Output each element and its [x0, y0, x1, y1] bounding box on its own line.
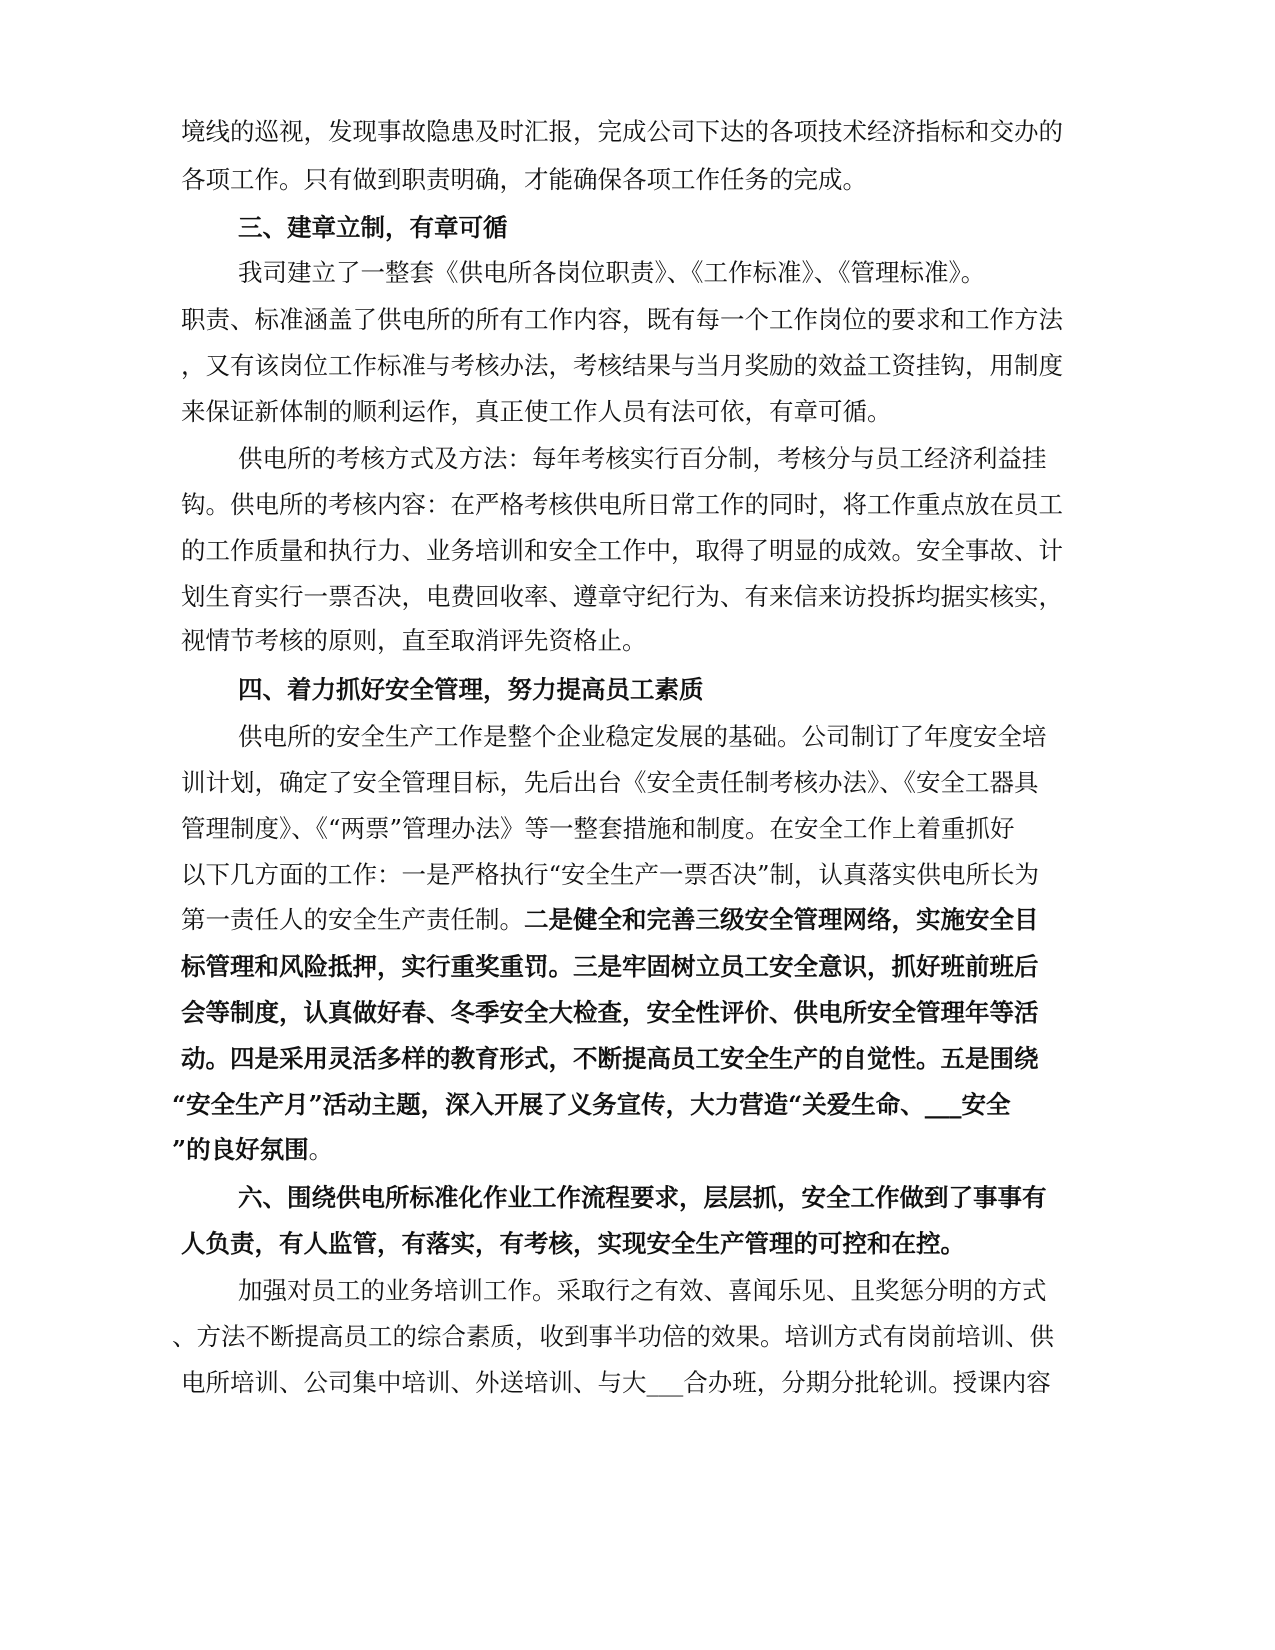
- text-line: [0, 1126, 1275, 1174]
- bold-text-segment: 三、建章立制，有章可循: [238, 213, 508, 242]
- text-segment: 境线的巡视，发现事故隐患及时汇报，完成公司下达的各项技术经济指标和交办的: [181, 117, 1063, 146]
- text-segment: 管理制度》、《“两票”管理办法》等一整套措施和制度。在安全工作上着重抓好: [181, 814, 1015, 843]
- text-line: [0, 527, 1275, 575]
- bold-text-segment: 动。四是采用灵活多样的教育形式，不断提高员工安全生产的自觉性。五是围绕: [181, 1044, 1039, 1073]
- bold-text-segment: ”的良好氛围: [172, 1135, 309, 1164]
- text-line: [0, 989, 1275, 1037]
- text-line: [0, 1081, 1275, 1129]
- text-line: [0, 851, 1275, 899]
- bold-text-segment: 人负责，有人监管，有落实，有考核，实现安全生产管理的可控和在控。: [181, 1229, 965, 1258]
- text-line: [0, 1359, 1275, 1407]
- text-line: [0, 481, 1275, 529]
- text-line: [0, 666, 1275, 714]
- text-segment: 的工作质量和执行力、业务培训和安全工作中，取得了明显的成效。安全事故、计: [181, 536, 1063, 565]
- text-segment: 训计划，确定了安全管理目标，先后出台《安全责任制考核办法》、《安全工器具: [181, 768, 1039, 797]
- bold-text-segment: 六、围绕供电所标准化作业工作流程要求，层层抓，安全工作做到了事事有: [238, 1183, 1047, 1212]
- text-segment: 划生育实行一票否决，电费回收率、遵章守纪行为、有来信来访投拆均据实核实，: [181, 582, 1063, 611]
- text-segment: 视情节考核的原则，直至取消评先资格止。: [181, 626, 647, 655]
- text-segment: 电所培训、公司集中培训、外送培训、与大___合办班，分期分批轮训。授课内容: [181, 1368, 1051, 1397]
- text-line: [0, 1267, 1275, 1315]
- text-line: [0, 573, 1275, 621]
- text-line: [0, 1313, 1275, 1361]
- text-segment: 职责、标准涵盖了供电所的所有工作内容，既有每一个工作岗位的要求和工作方法: [181, 305, 1063, 334]
- text-segment: 加强对员工的业务培训工作。采取行之有效、喜闻乐见、且奖惩分明的方式: [238, 1276, 1047, 1305]
- text-segment: 供电所的考核方式及方法：每年考核实行百分制，考核分与员工经济利益挂: [238, 444, 1047, 473]
- text-line: [0, 759, 1275, 807]
- text-line: [0, 296, 1275, 344]
- text-segment: 钩。供电所的考核内容：在严格考核供电所日常工作的同时，将工作重点放在员工: [181, 490, 1063, 519]
- text-segment: 各项工作。只有做到职责明确，才能确保各项工作任务的完成。: [181, 165, 867, 194]
- bold-text-segment: 标管理和风险抵押，实行重奖重罚。三是牢固树立员工安全意识，抓好班前班后: [181, 952, 1039, 981]
- bold-text-segment: “安全生产月”活动主题，深入开展了义务宣传，大力营造“关爱生命、___安全: [172, 1090, 1011, 1119]
- text-line: [0, 204, 1275, 252]
- text-line: [0, 108, 1275, 156]
- text-line: [0, 805, 1275, 853]
- text-line: [0, 713, 1275, 761]
- bold-text-segment: 二是健全和完善三级安全管理网络，实施安全目: [524, 905, 1039, 934]
- bold-text-segment: 会等制度，认真做好春、冬季安全大检查，安全性评价、供电所安全管理年等活: [181, 998, 1039, 1027]
- text-line: [0, 943, 1275, 991]
- text-segment: 来保证新体制的顺利运作，真正使工作人员有法可依，有章可循。: [181, 397, 892, 426]
- text-line: [0, 1220, 1275, 1268]
- text-segment: 。: [308, 1135, 334, 1164]
- text-line: [0, 435, 1275, 483]
- text-segment: ，又有该岗位工作标准与考核办法，考核结果与当月奖励的效益工资挂钩，用制度: [181, 351, 1063, 380]
- text-segment: 供电所的安全生产工作是整个企业稳定发展的基础。公司制订了年度安全培: [238, 722, 1047, 751]
- text-segment: 第一责任人的安全生产责任制。: [181, 905, 524, 934]
- text-line: [0, 156, 1275, 204]
- text-segment: 、方法不断提高员工的综合素质，收到事半功倍的效果。培训方式有岗前培训、供: [172, 1322, 1054, 1351]
- text-line: [0, 249, 1275, 297]
- text-line: [0, 896, 1275, 944]
- text-segment: 我司建立了一整套《供电所各岗位职责》、《工作标准》、《管理标准》。: [238, 258, 986, 287]
- text-line: [0, 617, 1275, 665]
- bold-text-segment: 四、着力抓好安全管理，努力提高员工素质: [238, 675, 704, 704]
- text-segment: 以下几方面的工作：一是严格执行“安全生产一票否决”制，认真落实供电所长为: [181, 860, 1040, 889]
- text-line: [0, 388, 1275, 436]
- text-line: [0, 1174, 1275, 1222]
- text-line: [0, 342, 1275, 390]
- text-line: [0, 1035, 1275, 1083]
